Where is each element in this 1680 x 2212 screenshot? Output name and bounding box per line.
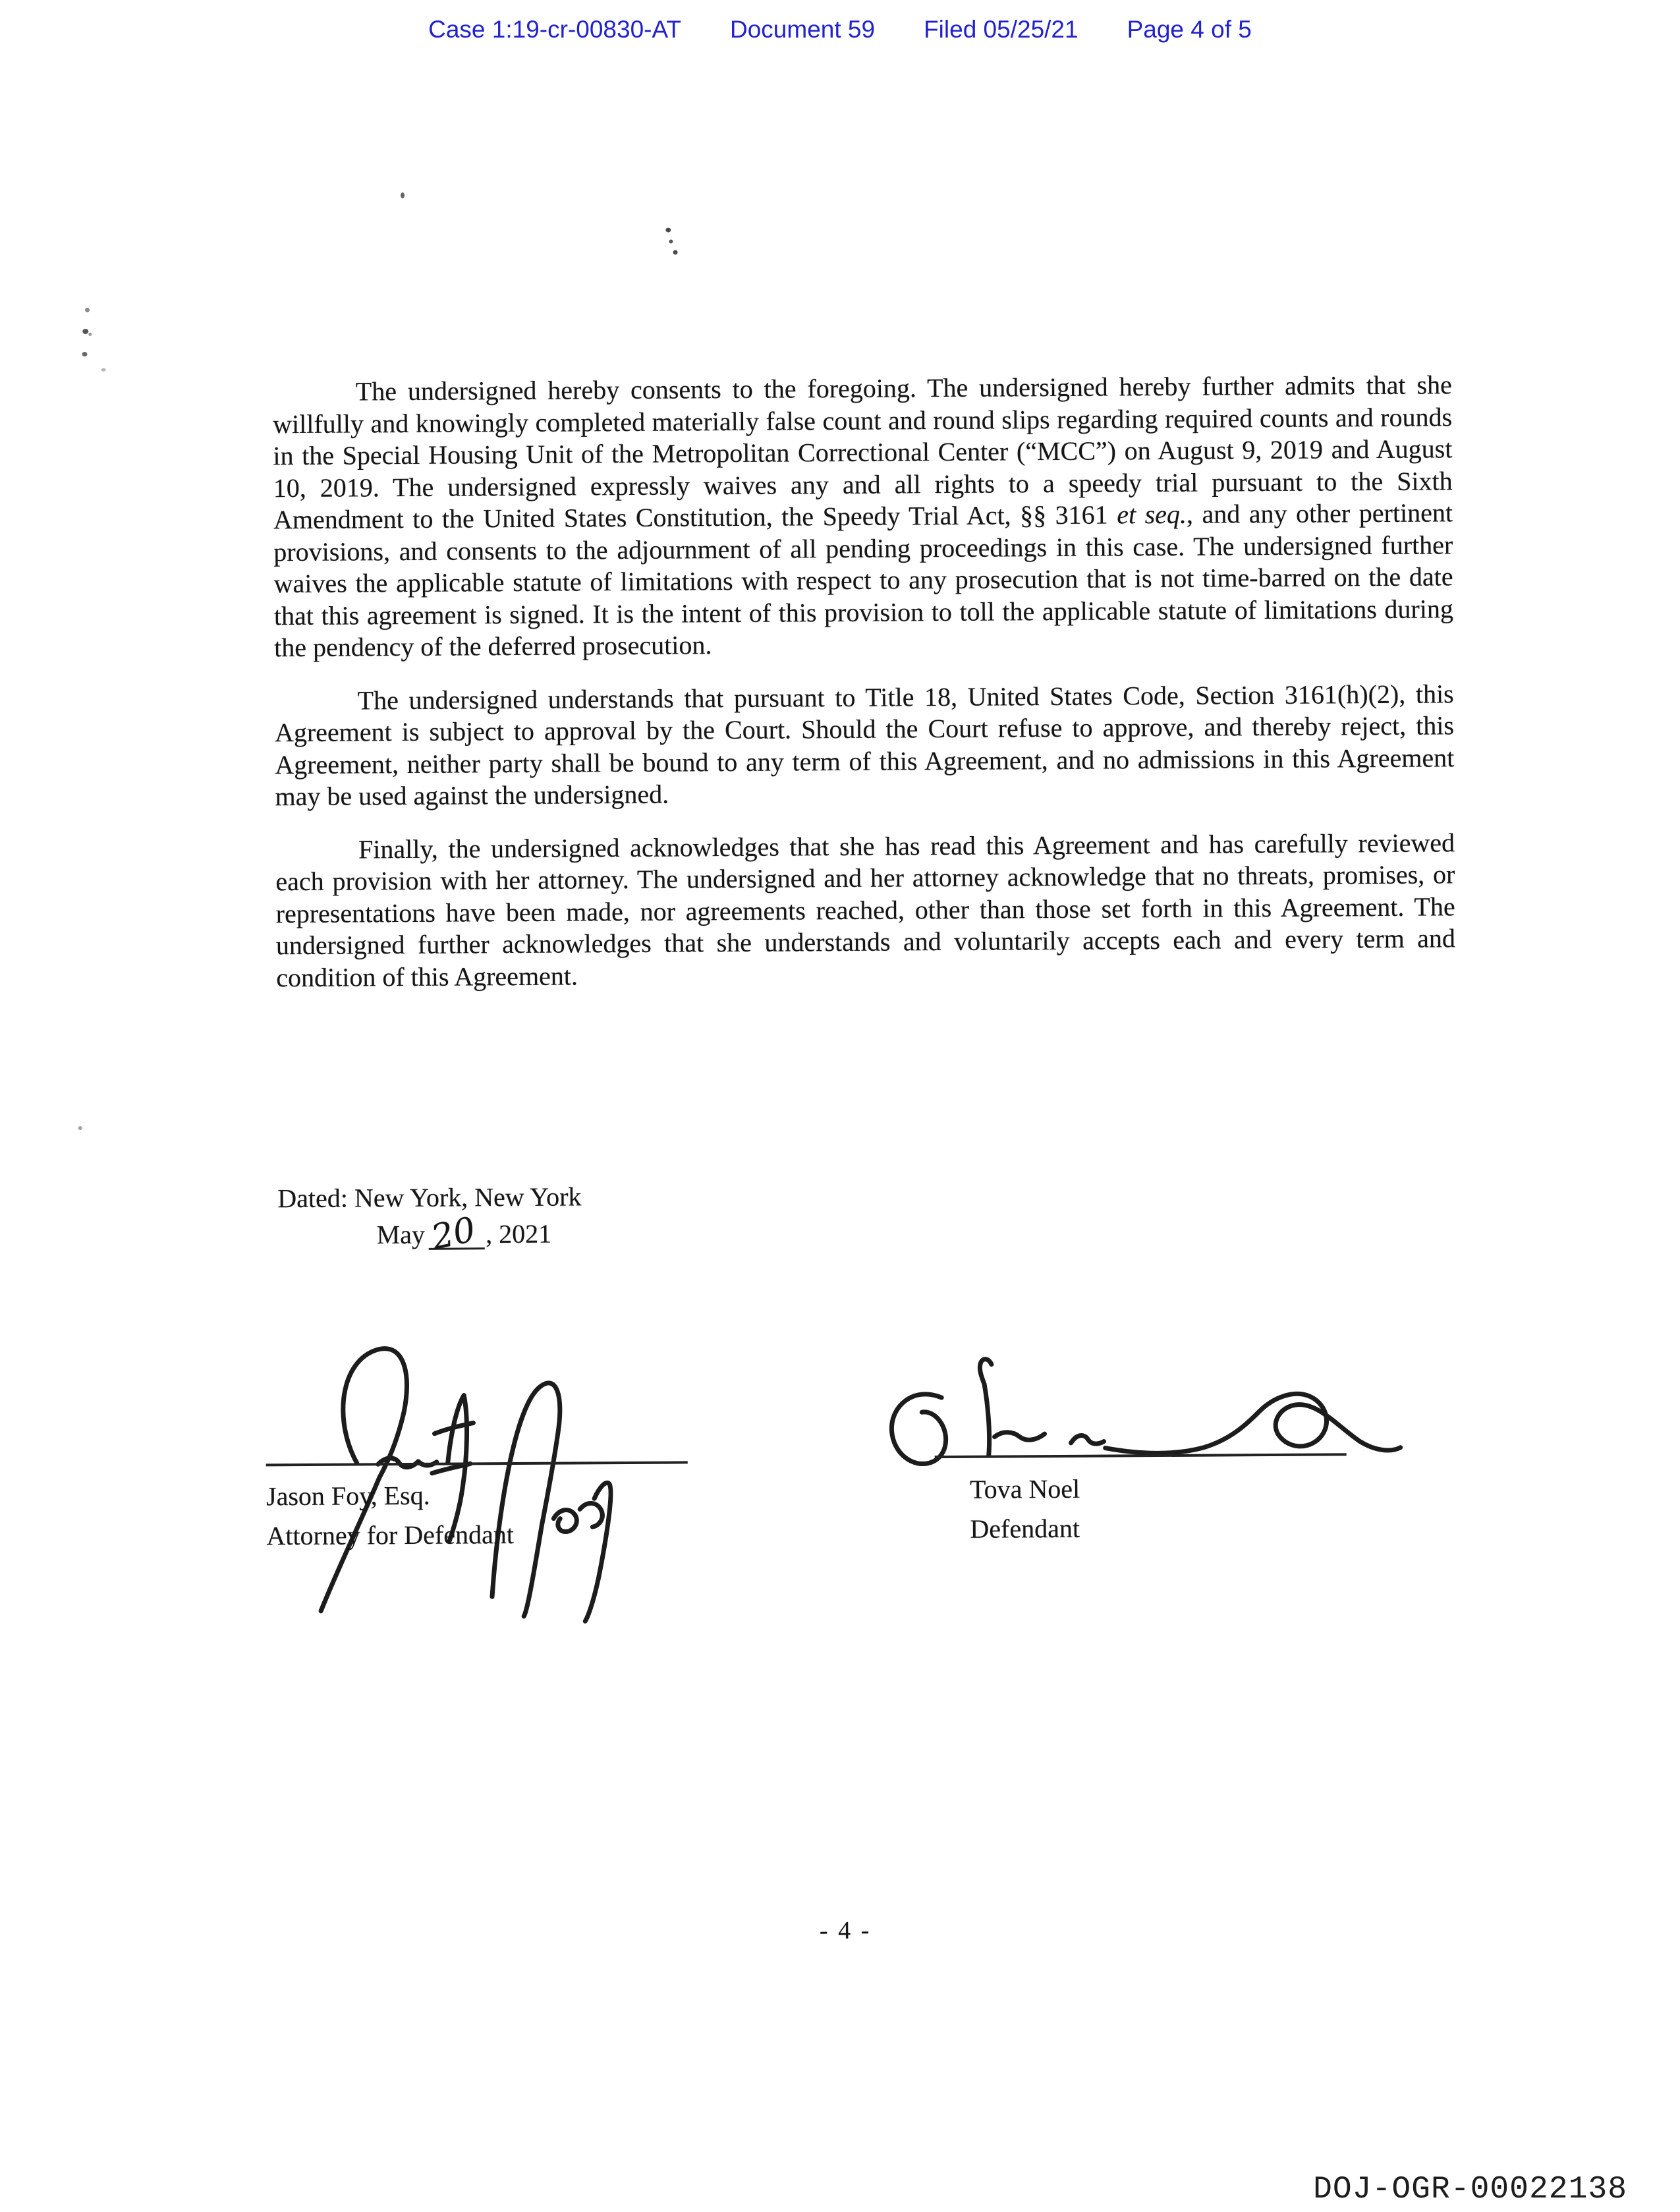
scan-artifact (82, 329, 88, 334)
scan-artifact (669, 240, 673, 244)
bates-number: DOJ-OGR-00022138 (1313, 2172, 1627, 2207)
scan-artifact (78, 1126, 82, 1130)
paragraph-1 (273, 369, 1454, 664)
paragraph-2: The undersigned understands that pursuant to Title 18, United States Code, Section 3161(h)(2), this Agreement is subject to approval by the Court. Should the Court refuse to approve, and thereby reject, this Agreement, neither party shall be bound to any term of this Agreement, and no admissions in this Agreement may be used against the undersigned. (274, 678, 1455, 812)
handwritten-day: 20 (428, 1210, 480, 1258)
page-number: - 4 - (819, 1916, 872, 1945)
handwritten-day-underline (428, 1210, 484, 1258)
scan-artifact (673, 250, 678, 254)
page-indicator: Page 4 of 5 (1127, 16, 1252, 43)
jason-foy-signature (259, 1332, 696, 1624)
document-number: Document 59 (730, 16, 876, 43)
dated-location: Dated: New York, New York (277, 1181, 582, 1214)
defendant-name: Tova Noel (969, 1473, 1080, 1504)
attorney-name: Jason Foy, Esq. (266, 1480, 430, 1512)
scan-artifact (101, 368, 106, 372)
dated-month: May (376, 1219, 426, 1250)
paragraph-1-continued: , and any other pertinent provisions, and consents to the adjournment of all pending proceedings in this case. The undersigned further waives the applicable statute of limitations with respect to any prosecution that is not time-barred on the date that this agreement is signed. It is the intent of this provision to toll the applicable statute of limitations during the pendency of the deferred prosecution. (273, 497, 1454, 663)
paragraph-3: Finally, the undersigned acknowledges that she has read this Agreement and has carefully reviewed each provision with her attorney. The undersigned and her attorney acknowledge that no threats, promises, or representations have been made, nor agreements reached, other than those set forth in this Agreement. The undersigned further acknowledges that she understands and voluntarily accepts each and every term and condition of this Agreement. (275, 827, 1456, 992)
filed-date: Filed 05/25/21 (924, 16, 1078, 43)
case-number: Case 1:19-cr-00830-AT (428, 16, 681, 43)
tova-noel-signature (878, 1354, 1419, 1502)
dated-date-line (277, 1210, 581, 1258)
scan-artifact (88, 333, 92, 336)
scan-artifact (85, 308, 90, 312)
et-seq-italic: et seq. (1117, 499, 1187, 530)
scan-artifact (82, 352, 87, 356)
paragraph-1-text: The undersigned hereby consents to the foregoing. The undersigned hereby further admits that she willfully and knowingly completed materially false count and round slips regarding required counts and rounds in the Special Housing Unit of the Metropolitan Correctional Center (“MCC”) on August 9, 2019 and August 10, 2019. The undersigned expressly waives any and all rights to a speedy trial pursuant to the Sixth Amendment to the United States Constitution, the Speedy Trial Act, §§ 3161 (273, 370, 1453, 535)
scan-artifact (401, 192, 405, 198)
dated-year: , 2021 (486, 1218, 552, 1249)
scan-artifact (665, 228, 671, 233)
attorney-title: Attorney for Defendant (266, 1519, 515, 1551)
dated-block (277, 1178, 582, 1258)
agreement-text (273, 369, 1456, 1015)
defendant-title: Defendant (970, 1513, 1080, 1544)
